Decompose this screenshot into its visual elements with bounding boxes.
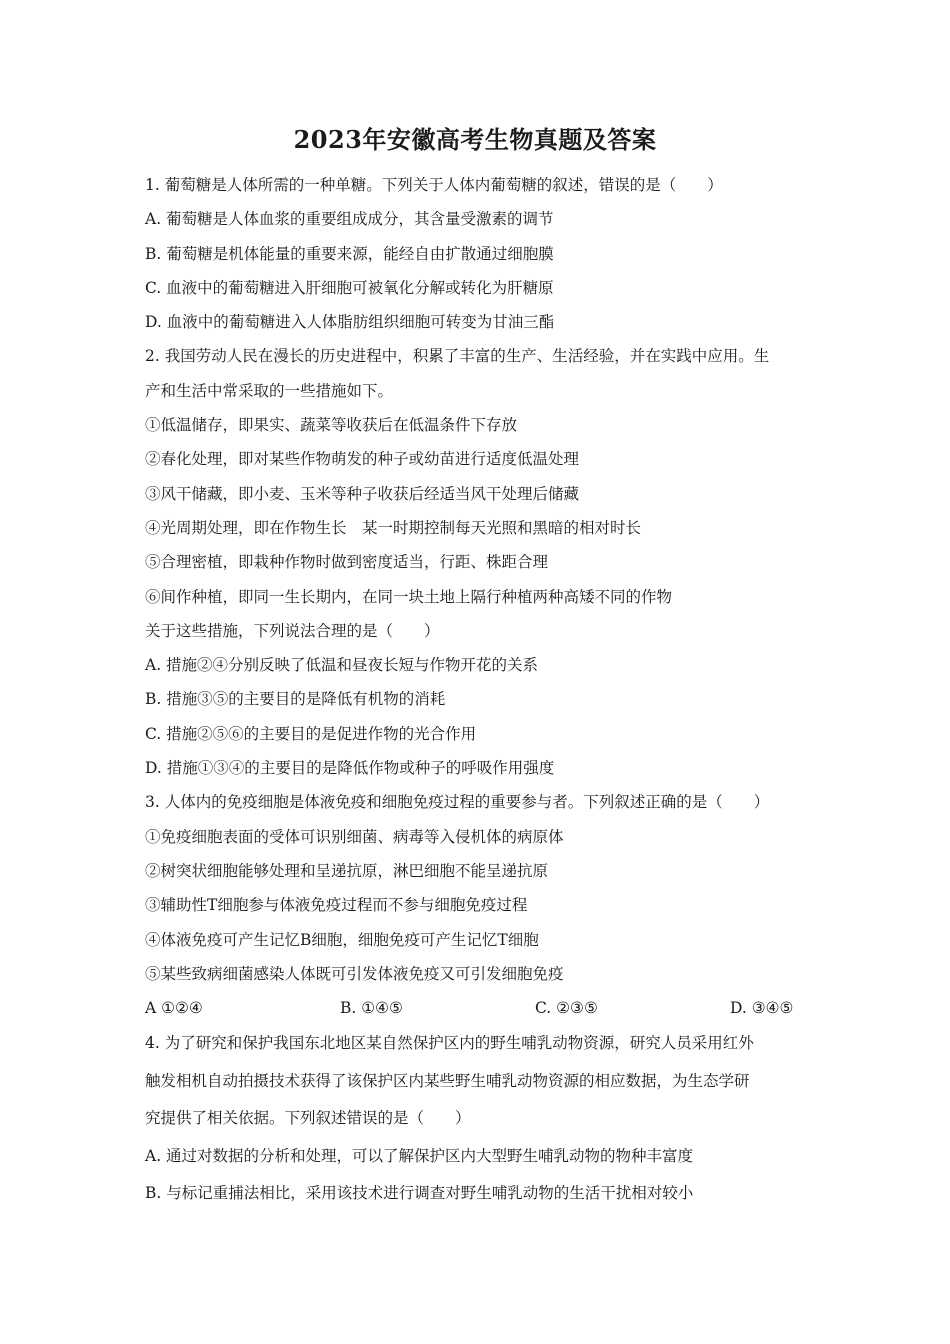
question-2-stem-line-2: 产和生活中常采取的一些措施如下。 (145, 381, 394, 400)
question-4-stem-line-1: 4. 为了研究和保护我国东北地区某自然保护区内的野生哺乳动物资源，研究人员采用红外 (145, 1034, 754, 1053)
question-4-stem-line-3: 究提供了相关依据。下列叙述错误的是（ ） (145, 1109, 471, 1128)
question-3-item-5: ⑤某些致病细菌感染人体既可引发体液免疫又可引发细胞免疫 (145, 964, 564, 983)
question-2-item-3: ③风干储藏，即小麦、玉米等种子收获后经适当风干处理后储藏 (145, 484, 580, 503)
question-2-option-b: B. 措施③⑤的主要目的是降低有机物的消耗 (145, 690, 446, 709)
question-3-options (145, 991, 825, 1025)
question-1-option-b: B. 葡萄糖是机体能量的重要来源，能经自由扩散通过细胞膜 (145, 244, 554, 263)
question-2-option-a: A. 措施②④分别反映了低温和昼夜长短与作物开花的关系 (145, 656, 539, 675)
question-1 (145, 168, 825, 339)
question-3 (145, 785, 825, 1025)
question-2-item-6: ⑥间作种植，即同一生长期内，在同一块土地上隔行种植两种高矮不同的作物 (145, 587, 673, 606)
question-1-option-c: C. 血液中的葡萄糖进入肝细胞可被氧化分解或转化为肝糖原 (145, 278, 554, 297)
question-2-stem-line-1: 2. 我国劳动人民在漫长的历史进程中，积累了丰富的生产、生活经验，并在实践中应用。生 (145, 347, 770, 366)
question-4-option-b: B. 与标记重捕法相比，采用该技术进行调查对野生哺乳动物的生活干扰相对较小 (145, 1184, 694, 1203)
question-1-stem: 1. 葡萄糖是人体所需的一种单糖。下列关于人体内葡萄糖的叙述，错误的是（ ） (145, 176, 723, 194)
question-2-item-2: ②春化处理，即对某些作物萌发的种子或幼苗进行适度低温处理 (145, 450, 580, 469)
question-2-item-1: ①低温储存，即果实、蔬菜等收获后在低温条件下存放 (145, 416, 518, 435)
question-1-option-d: D. 血液中的葡萄糖进入人体脂肪组织细胞可转变为甘油三酯 (145, 313, 555, 332)
question-4-option-a: A. 通过对数据的分析和处理，可以了解保护区内大型野生哺乳动物的物种丰富度 (145, 1146, 694, 1165)
page-title: 2023年安徽高考生物真题及答案 (293, 125, 657, 154)
question-3-option-a: A ①②④ (145, 999, 203, 1018)
question-3-option-d: D. ③④⑤ (730, 999, 794, 1018)
question-2-option-d: D. 措施①③④的主要目的是降低作物或种子的呼吸作用强度 (145, 759, 555, 778)
question-3-item-4: ④体液免疫可产生记忆B细胞，细胞免疫可产生记忆T细胞 (145, 930, 539, 949)
question-3-option-c: C. ②③⑤ (535, 999, 598, 1018)
question-4-stem-line-2: 触发相机自动拍摄技术获得了该保护区内某些野生哺乳动物资源的相应数据，为生态学研 (145, 1071, 750, 1090)
question-2-item-4: ④光周期处理，即在作物生长 某一时期控制每天光照和黑暗的相对时长 (145, 518, 642, 537)
question-3-item-3: ③辅助性T细胞参与体液免疫过程而不参与细胞免疫过程 (145, 896, 528, 915)
question-4 (145, 1025, 825, 1213)
question-2 (145, 339, 825, 785)
question-3-option-b: B. ①④⑤ (340, 999, 403, 1018)
question-2-option-c: C. 措施②⑤⑥的主要目的是促进作物的光合作用 (145, 724, 477, 743)
exam-content (145, 168, 825, 1213)
question-1-option-a: A. 葡萄糖是人体血浆的重要组成成分，其含量受激素的调节 (145, 210, 554, 229)
question-3-stem: 3. 人体内的免疫细胞是体液免疫和细胞免疫过程的重要参与者。下列叙述正确的是（ ） (145, 793, 770, 812)
question-2-ask: 关于这些措施，下列说法合理的是（ ） (145, 621, 440, 640)
question-2-item-5: ⑤合理密植，即栽种作物时做到密度适当，行距、株距合理 (145, 553, 549, 572)
question-3-item-1: ①免疫细胞表面的受体可识别细菌、病毒等入侵机体的病原体 (145, 827, 564, 846)
question-3-item-2: ②树突状细胞能够处理和呈递抗原，淋巴细胞不能呈递抗原 (145, 861, 549, 880)
